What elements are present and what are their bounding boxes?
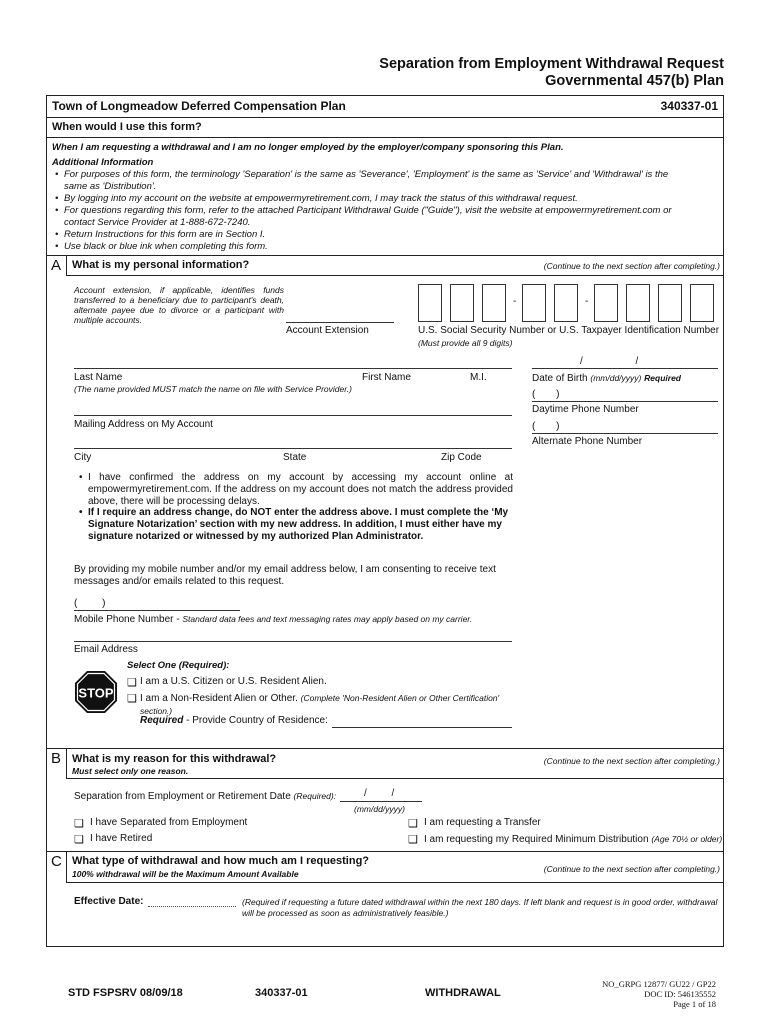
divider	[46, 117, 724, 118]
ssn-digit-box[interactable]	[594, 284, 618, 322]
section-c-letter: C	[51, 853, 62, 870]
info-bullet-cont: contact Service Provider at 1-888-672-7240.	[64, 217, 251, 228]
divider	[46, 748, 724, 749]
additional-info-heading: Additional Information	[52, 157, 154, 168]
ssn-note: (Must provide all 9 digits)	[418, 338, 513, 348]
transfer-checkbox[interactable]: ❑	[408, 818, 418, 830]
city-label: City	[74, 452, 92, 463]
info-bullet-cont: same as 'Distribution'.	[64, 181, 157, 192]
dob-label: Date of Birth (mm/dd/yyyy) Required	[532, 373, 681, 384]
section-c-subheading: 100% withdrawal will be the Maximum Amount Available	[72, 869, 299, 879]
nonresident-checkbox[interactable]: ❑	[127, 693, 137, 705]
mailing-address-field[interactable]	[74, 415, 512, 416]
when-intro: When I am requesting a withdrawal and I am no longer employed by the employer/company sponsoring this Plan.	[52, 142, 564, 153]
effective-date-field[interactable]	[148, 906, 236, 907]
retired-checkbox[interactable]: ❑	[74, 834, 84, 846]
citizen-option-label: I am a U.S. Citizen or U.S. Resident Alien.	[140, 676, 327, 687]
mobile-phone-paren: ( )	[74, 598, 106, 609]
residence-field[interactable]	[332, 727, 512, 728]
account-extension-label: Account Extension	[286, 325, 369, 336]
zip-label: Zip Code	[441, 452, 482, 463]
name-note: (The name provided MUST match the name on file with Service Provider.)	[74, 384, 352, 394]
separation-date-slashes: / /	[364, 788, 395, 799]
name-field[interactable]	[74, 368, 512, 369]
address-change-text: • If I require an address change, do NOT enter the address above. I must complete the ‘My Signature Notarization’ section with my new address. In addition, I must either have my signature notarized or witnessed by my authorized Plan Administrator.	[88, 507, 513, 543]
section-b-letter: B	[51, 750, 62, 767]
info-bullet: • For purposes of this form, the terminology 'Separation' is the same as 'Severance', 'Employment' is the same as 'Service' and 'Withdrawal' is the	[64, 169, 668, 181]
effective-date-note: (Required if requesting a future dated withdrawal within the next 180 days. If left blank and request is in good order, withdrawal will be processed as soon as administratively feasible.)	[242, 897, 718, 918]
separation-date-field[interactable]	[340, 801, 422, 802]
form-title-line2: Governmental 457(b) Plan	[545, 73, 724, 89]
info-bullet: • By logging into my account on the website at empowermyretirement.com, I may track the status of this withdrawal request.	[64, 193, 578, 205]
footer-form-code: STD FSPSRV 08/09/18	[68, 987, 183, 999]
info-bullet: • Use black or blue ink when completing this form.	[64, 241, 268, 253]
ssn-digit-box[interactable]	[450, 284, 474, 322]
section-a-heading: What is my personal information?	[72, 259, 250, 271]
footer-plan-number: 340337-01	[255, 987, 308, 999]
ssn-label: U.S. Social Security Number or U.S. Taxpayer Identification Number	[418, 325, 720, 336]
section-b-continue: (Continue to the next section after completing.)	[543, 756, 720, 766]
alternate-phone-field[interactable]	[532, 433, 718, 434]
dob-slashes: / /	[580, 356, 639, 367]
retired-option-label: I have Retired	[90, 833, 153, 844]
mobile-phone-label: Mobile Phone Number - Standard data fees and text messaging rates may apply based on my carrier.	[74, 614, 473, 625]
section-b-heading: What is my reason for this withdrawal?	[72, 753, 277, 765]
divider	[46, 255, 724, 256]
separated-option-label: I have Separated from Employment	[90, 817, 248, 828]
stop-sign-icon	[74, 670, 118, 714]
ssn-digit-box[interactable]	[626, 284, 650, 322]
alternate-phone-label: Alternate Phone Number	[532, 436, 643, 447]
ssn-digit-box[interactable]	[658, 284, 682, 322]
divider	[66, 275, 724, 276]
rmd-checkbox[interactable]: ❑	[408, 834, 418, 846]
info-bullet: • For questions regarding this form, refer to the attached Participant Withdrawal Guide ("Guide"), visit the website at empowermyretirement.com or	[64, 205, 672, 217]
section-c-heading: What type of withdrawal and how much am I requesting?	[72, 855, 370, 867]
rmd-option-label: I am requesting my Required Minimum Distribution (Age 70½ or older)	[424, 834, 723, 845]
divider	[66, 748, 67, 778]
divider	[46, 137, 724, 138]
account-extension-field[interactable]	[286, 322, 394, 323]
alternate-phone-paren: ( )	[532, 421, 560, 432]
mailing-address-label: Mailing Address on My Account	[74, 419, 213, 430]
state-label: State	[283, 452, 307, 463]
section-b-subheading: Must select only one reason.	[72, 766, 189, 776]
plan-name: Town of Longmeadow Deferred Compensation Plan	[52, 99, 346, 113]
mi-label: M.I.	[470, 372, 487, 383]
ssn-digit-box[interactable]	[418, 284, 442, 322]
info-bullet: • Return Instructions for this form are in Section I.	[64, 229, 265, 241]
footer-label: WITHDRAWAL	[425, 987, 501, 999]
plan-number: 340337-01	[660, 99, 718, 113]
stop-text: STOP	[78, 685, 114, 701]
section-a-letter: A	[51, 257, 62, 274]
separation-date-label: Separation from Employment or Retirement Date (Required):	[74, 791, 337, 802]
daytime-phone-field[interactable]	[532, 401, 718, 402]
form-title-line1: Separation from Employment Withdrawal Request	[379, 56, 724, 72]
transfer-option-label: I am requesting a Transfer	[424, 817, 541, 828]
ssn-dash: -	[513, 296, 517, 307]
select-one-label: Select One (Required):	[127, 660, 230, 671]
daytime-phone-label: Daytime Phone Number	[532, 404, 639, 415]
footer-page: Page 1 of 18	[673, 999, 716, 1009]
footer-doc-id: DOC ID: 546135552	[644, 989, 716, 999]
last-name-label: Last Name	[74, 372, 123, 383]
residence-label: Required - Provide Country of Residence:	[140, 715, 328, 726]
ssn-digit-box[interactable]	[690, 284, 714, 322]
ssn-digit-box[interactable]	[482, 284, 506, 322]
address-confirm-text: • I have confirmed the address on my account by accessing my account online at empowermyretirement.com. If the address on my account does not match the address provided above, there will be processing delays.	[88, 472, 513, 508]
divider	[66, 778, 724, 779]
effective-date-label: Effective Date:	[74, 896, 144, 907]
city-state-zip-field[interactable]	[74, 448, 512, 449]
citizen-checkbox[interactable]: ❑	[127, 677, 137, 689]
ssn-digit-box[interactable]	[554, 284, 578, 322]
mobile-phone-field[interactable]	[74, 610, 240, 611]
divider	[66, 255, 67, 275]
section-c-continue: (Continue to the next section after completing.)	[543, 864, 720, 874]
account-extension-note: Account extension, if applicable, identifies funds transferred to a beneficiary due to participant's death, alternate payee due to divorce or a participant with multiple accounts.	[74, 285, 284, 325]
divider	[66, 882, 724, 883]
separation-date-format: (mm/dd/yyyy)	[354, 804, 405, 814]
consent-text: By providing my mobile number and/or my email address below, I am consenting to receive text messages and/or emails related to this request.	[74, 564, 496, 587]
email-label: Email Address	[74, 644, 138, 655]
dob-field[interactable]	[532, 368, 718, 369]
footer-ref: NO_GRPG 12877/ GU22 / GP22	[602, 979, 716, 989]
nonresident-option-label: I am a Non-Resident Alien or Other. (Complete 'Non-Resident Alien or Other Certification' section.)	[140, 693, 500, 716]
daytime-phone-paren: ( )	[532, 389, 560, 400]
divider	[66, 851, 67, 882]
email-field[interactable]	[74, 641, 512, 642]
divider	[46, 851, 724, 852]
ssn-dash: -	[585, 296, 589, 307]
separated-checkbox[interactable]: ❑	[74, 818, 84, 830]
section-a-continue: (Continue to the next section after completing.)	[543, 261, 720, 271]
ssn-digit-box[interactable]	[522, 284, 546, 322]
when-heading: When would I use this form?	[52, 121, 202, 133]
first-name-label: First Name	[362, 372, 411, 383]
